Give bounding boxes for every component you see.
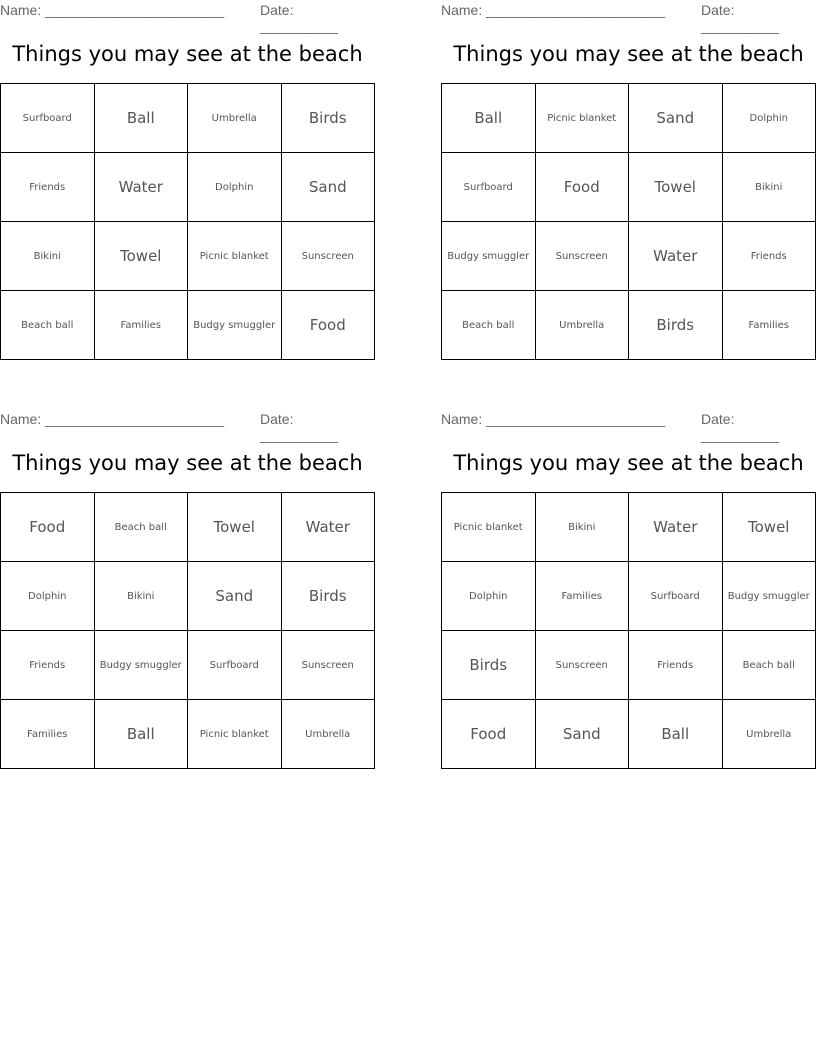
- card-header: [441, 0, 816, 34]
- bingo-grid: [0, 83, 375, 360]
- grid-cell: Bikini: [535, 493, 629, 562]
- grid-row: [1, 631, 375, 700]
- grid-cell: Dolphin: [722, 84, 816, 153]
- grid-cell: Picnic blanket: [442, 493, 536, 562]
- grid-row: [1, 493, 375, 562]
- grid-row: [1, 291, 375, 360]
- grid-row: [1, 153, 375, 222]
- grid-cell: Families: [535, 562, 629, 631]
- grid-cell: Towel: [94, 222, 188, 291]
- grid-cell: Friends: [629, 631, 723, 700]
- grid-cell: Birds: [281, 562, 375, 631]
- grid-cell: Food: [535, 153, 629, 222]
- name-field: Name: _______________________: [0, 2, 225, 18]
- grid-cell: Ball: [442, 84, 536, 153]
- grid-cell: Families: [94, 291, 188, 360]
- date-field: Date: __________: [701, 2, 779, 34]
- date-field: Date: __________: [260, 411, 338, 443]
- grid-cell: Water: [629, 493, 723, 562]
- grid-cell: Surfboard: [188, 631, 282, 700]
- grid-row: [442, 153, 816, 222]
- grid-cell: Food: [442, 700, 536, 769]
- bingo-card-3: [0, 409, 375, 743]
- grid-cell: Friends: [1, 153, 95, 222]
- grid-cell: Bikini: [94, 562, 188, 631]
- bingo-grid: [441, 83, 816, 360]
- grid-cell: Towel: [188, 493, 282, 562]
- grid-cell: Ball: [629, 700, 723, 769]
- card-header: [0, 0, 375, 34]
- grid-cell: Budgy smuggler: [188, 291, 282, 360]
- grid-cell: Beach ball: [1, 291, 95, 360]
- grid-cell: Sunscreen: [535, 631, 629, 700]
- bingo-grid: [0, 492, 375, 769]
- grid-cell: Dolphin: [1, 562, 95, 631]
- grid-cell: Bikini: [722, 153, 816, 222]
- bingo-card-1: [0, 0, 375, 334]
- grid-cell: Budgy smuggler: [722, 562, 816, 631]
- grid-row: [442, 493, 816, 562]
- grid-cell: Towel: [629, 153, 723, 222]
- grid-cell: Water: [94, 153, 188, 222]
- grid-cell: Ball: [94, 700, 188, 769]
- grid-row: [1, 222, 375, 291]
- grid-cell: Beach ball: [442, 291, 536, 360]
- grid-cell: Friends: [722, 222, 816, 291]
- grid-cell: Towel: [722, 493, 816, 562]
- name-field: Name: _______________________: [441, 2, 666, 18]
- grid-cell: Umbrella: [535, 291, 629, 360]
- grid-cell: Surfboard: [442, 153, 536, 222]
- card-title: Things you may see at the beach: [453, 42, 804, 66]
- grid-cell: Families: [1, 700, 95, 769]
- card-header: [0, 409, 375, 443]
- grid-cell: Families: [722, 291, 816, 360]
- grid-cell: Water: [629, 222, 723, 291]
- grid-cell: Sunscreen: [281, 222, 375, 291]
- date-field: Date: __________: [260, 2, 338, 34]
- grid-cell: Umbrella: [281, 700, 375, 769]
- grid-cell: Beach ball: [722, 631, 816, 700]
- grid-row: [442, 562, 816, 631]
- grid-cell: Food: [1, 493, 95, 562]
- grid-cell: Sand: [629, 84, 723, 153]
- grid-row: [442, 291, 816, 360]
- grid-cell: Umbrella: [722, 700, 816, 769]
- date-field: Date: __________: [701, 411, 779, 443]
- grid-cell: Sunscreen: [281, 631, 375, 700]
- grid-cell: Sand: [188, 562, 282, 631]
- grid-row: [1, 84, 375, 153]
- grid-cell: Dolphin: [188, 153, 282, 222]
- grid-cell: Picnic blanket: [188, 700, 282, 769]
- grid-cell: Birds: [281, 84, 375, 153]
- grid-cell: Beach ball: [94, 493, 188, 562]
- grid-row: [442, 700, 816, 769]
- name-field: Name: _______________________: [0, 411, 225, 427]
- bingo-card-2: [441, 0, 816, 334]
- grid-cell: Birds: [629, 291, 723, 360]
- grid-cell: Surfboard: [629, 562, 723, 631]
- name-field: Name: _______________________: [441, 411, 666, 427]
- grid-cell: Picnic blanket: [188, 222, 282, 291]
- grid-cell: Picnic blanket: [535, 84, 629, 153]
- grid-cell: Ball: [94, 84, 188, 153]
- grid-cell: Friends: [1, 631, 95, 700]
- grid-row: [1, 562, 375, 631]
- card-title: Things you may see at the beach: [12, 451, 363, 475]
- grid-cell: Dolphin: [442, 562, 536, 631]
- grid-cell: Sunscreen: [535, 222, 629, 291]
- grid-cell: Food: [281, 291, 375, 360]
- grid-row: [1, 700, 375, 769]
- grid-cell: Bikini: [1, 222, 95, 291]
- grid-cell: Umbrella: [188, 84, 282, 153]
- grid-row: [442, 631, 816, 700]
- card-header: [441, 409, 816, 443]
- grid-cell: Budgy smuggler: [442, 222, 536, 291]
- grid-cell: Sand: [281, 153, 375, 222]
- grid-cell: Sand: [535, 700, 629, 769]
- bingo-card-4: [441, 409, 816, 743]
- card-title: Things you may see at the beach: [12, 42, 363, 66]
- bingo-grid: [441, 492, 816, 769]
- grid-cell: Budgy smuggler: [94, 631, 188, 700]
- grid-cell: Water: [281, 493, 375, 562]
- grid-cell: Birds: [442, 631, 536, 700]
- grid-row: [442, 222, 816, 291]
- card-title: Things you may see at the beach: [453, 451, 804, 475]
- grid-row: [442, 84, 816, 153]
- grid-cell: Surfboard: [1, 84, 95, 153]
